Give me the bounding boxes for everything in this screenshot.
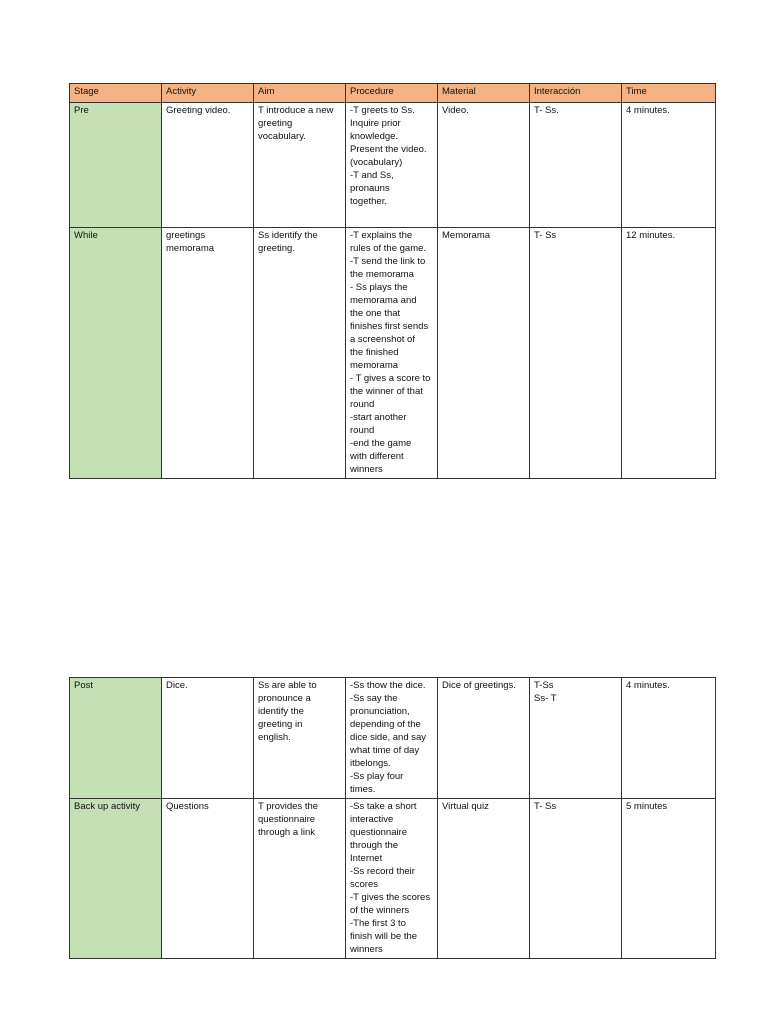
table-row-back-up bbox=[70, 799, 716, 959]
cell-stage: While bbox=[70, 228, 162, 479]
cell-stage: Post bbox=[70, 678, 162, 799]
cell-material: Memorama bbox=[438, 228, 530, 479]
header-interaction: Interacción bbox=[530, 84, 622, 103]
header-material: Material bbox=[438, 84, 530, 103]
cell-material: Video. bbox=[438, 103, 530, 228]
cell-activity: Greeting video. bbox=[162, 103, 254, 228]
cell-time: 5 minutes bbox=[622, 799, 716, 959]
cell-interaction: T- Ss bbox=[530, 228, 622, 479]
cell-material: Virtual quiz bbox=[438, 799, 530, 959]
cell-activity: greetings memorama bbox=[162, 228, 254, 479]
table-header-row bbox=[70, 84, 716, 103]
cell-procedure: -T greets to Ss. Inquire prior knowledge. Present the video. (vocabulary) -T and Ss, pronauns together. bbox=[346, 103, 438, 228]
cell-time: 4 minutes. bbox=[622, 103, 716, 228]
cell-interaction: T- Ss bbox=[530, 799, 622, 959]
table-row-post bbox=[70, 678, 716, 799]
cell-aim: T provides the questionnaire through a link bbox=[254, 799, 346, 959]
cell-procedure: -Ss take a short interactive questionnaire through the Internet -Ss record their scores -T gives the scores of the winners -The first 3 to finish will be the winners bbox=[346, 799, 438, 959]
header-time: Time bbox=[622, 84, 716, 103]
cell-time: 12 minutes. bbox=[622, 228, 716, 479]
cell-aim: T introduce a new greeting vocabulary. bbox=[254, 103, 346, 228]
cell-stage: Pre bbox=[70, 103, 162, 228]
lesson-plan-table-top bbox=[69, 83, 716, 479]
cell-stage: Back up activity bbox=[70, 799, 162, 959]
cell-aim: Ss identify the greeting. bbox=[254, 228, 346, 479]
cell-activity: Questions bbox=[162, 799, 254, 959]
cell-activity: Dice. bbox=[162, 678, 254, 799]
cell-procedure: -T explains the rules of the game. -T send the link to the memorama - Ss plays the memorama and the one that finishes first sends a screenshot of the finished memorama - T gives a score to the winner of that round -start another round -end the game with different winners bbox=[346, 228, 438, 479]
header-activity: Activity bbox=[162, 84, 254, 103]
cell-interaction: T-Ss Ss- T bbox=[530, 678, 622, 799]
header-aim: Aim bbox=[254, 84, 346, 103]
table-row-pre bbox=[70, 103, 716, 228]
cell-aim: Ss are able to pronounce a identify the greeting in english. bbox=[254, 678, 346, 799]
lesson-plan-table-bottom bbox=[69, 677, 716, 959]
header-stage: Stage bbox=[70, 84, 162, 103]
cell-procedure: -Ss thow the dice. -Ss say the pronunciation, depending of the dice side, and say what time of day itbelongs. -Ss play four times. bbox=[346, 678, 438, 799]
cell-time: 4 minutes. bbox=[622, 678, 716, 799]
cell-interaction: T- Ss. bbox=[530, 103, 622, 228]
cell-material: Dice of greetings. bbox=[438, 678, 530, 799]
header-procedure: Procedure bbox=[346, 84, 438, 103]
table-row-while bbox=[70, 228, 716, 479]
